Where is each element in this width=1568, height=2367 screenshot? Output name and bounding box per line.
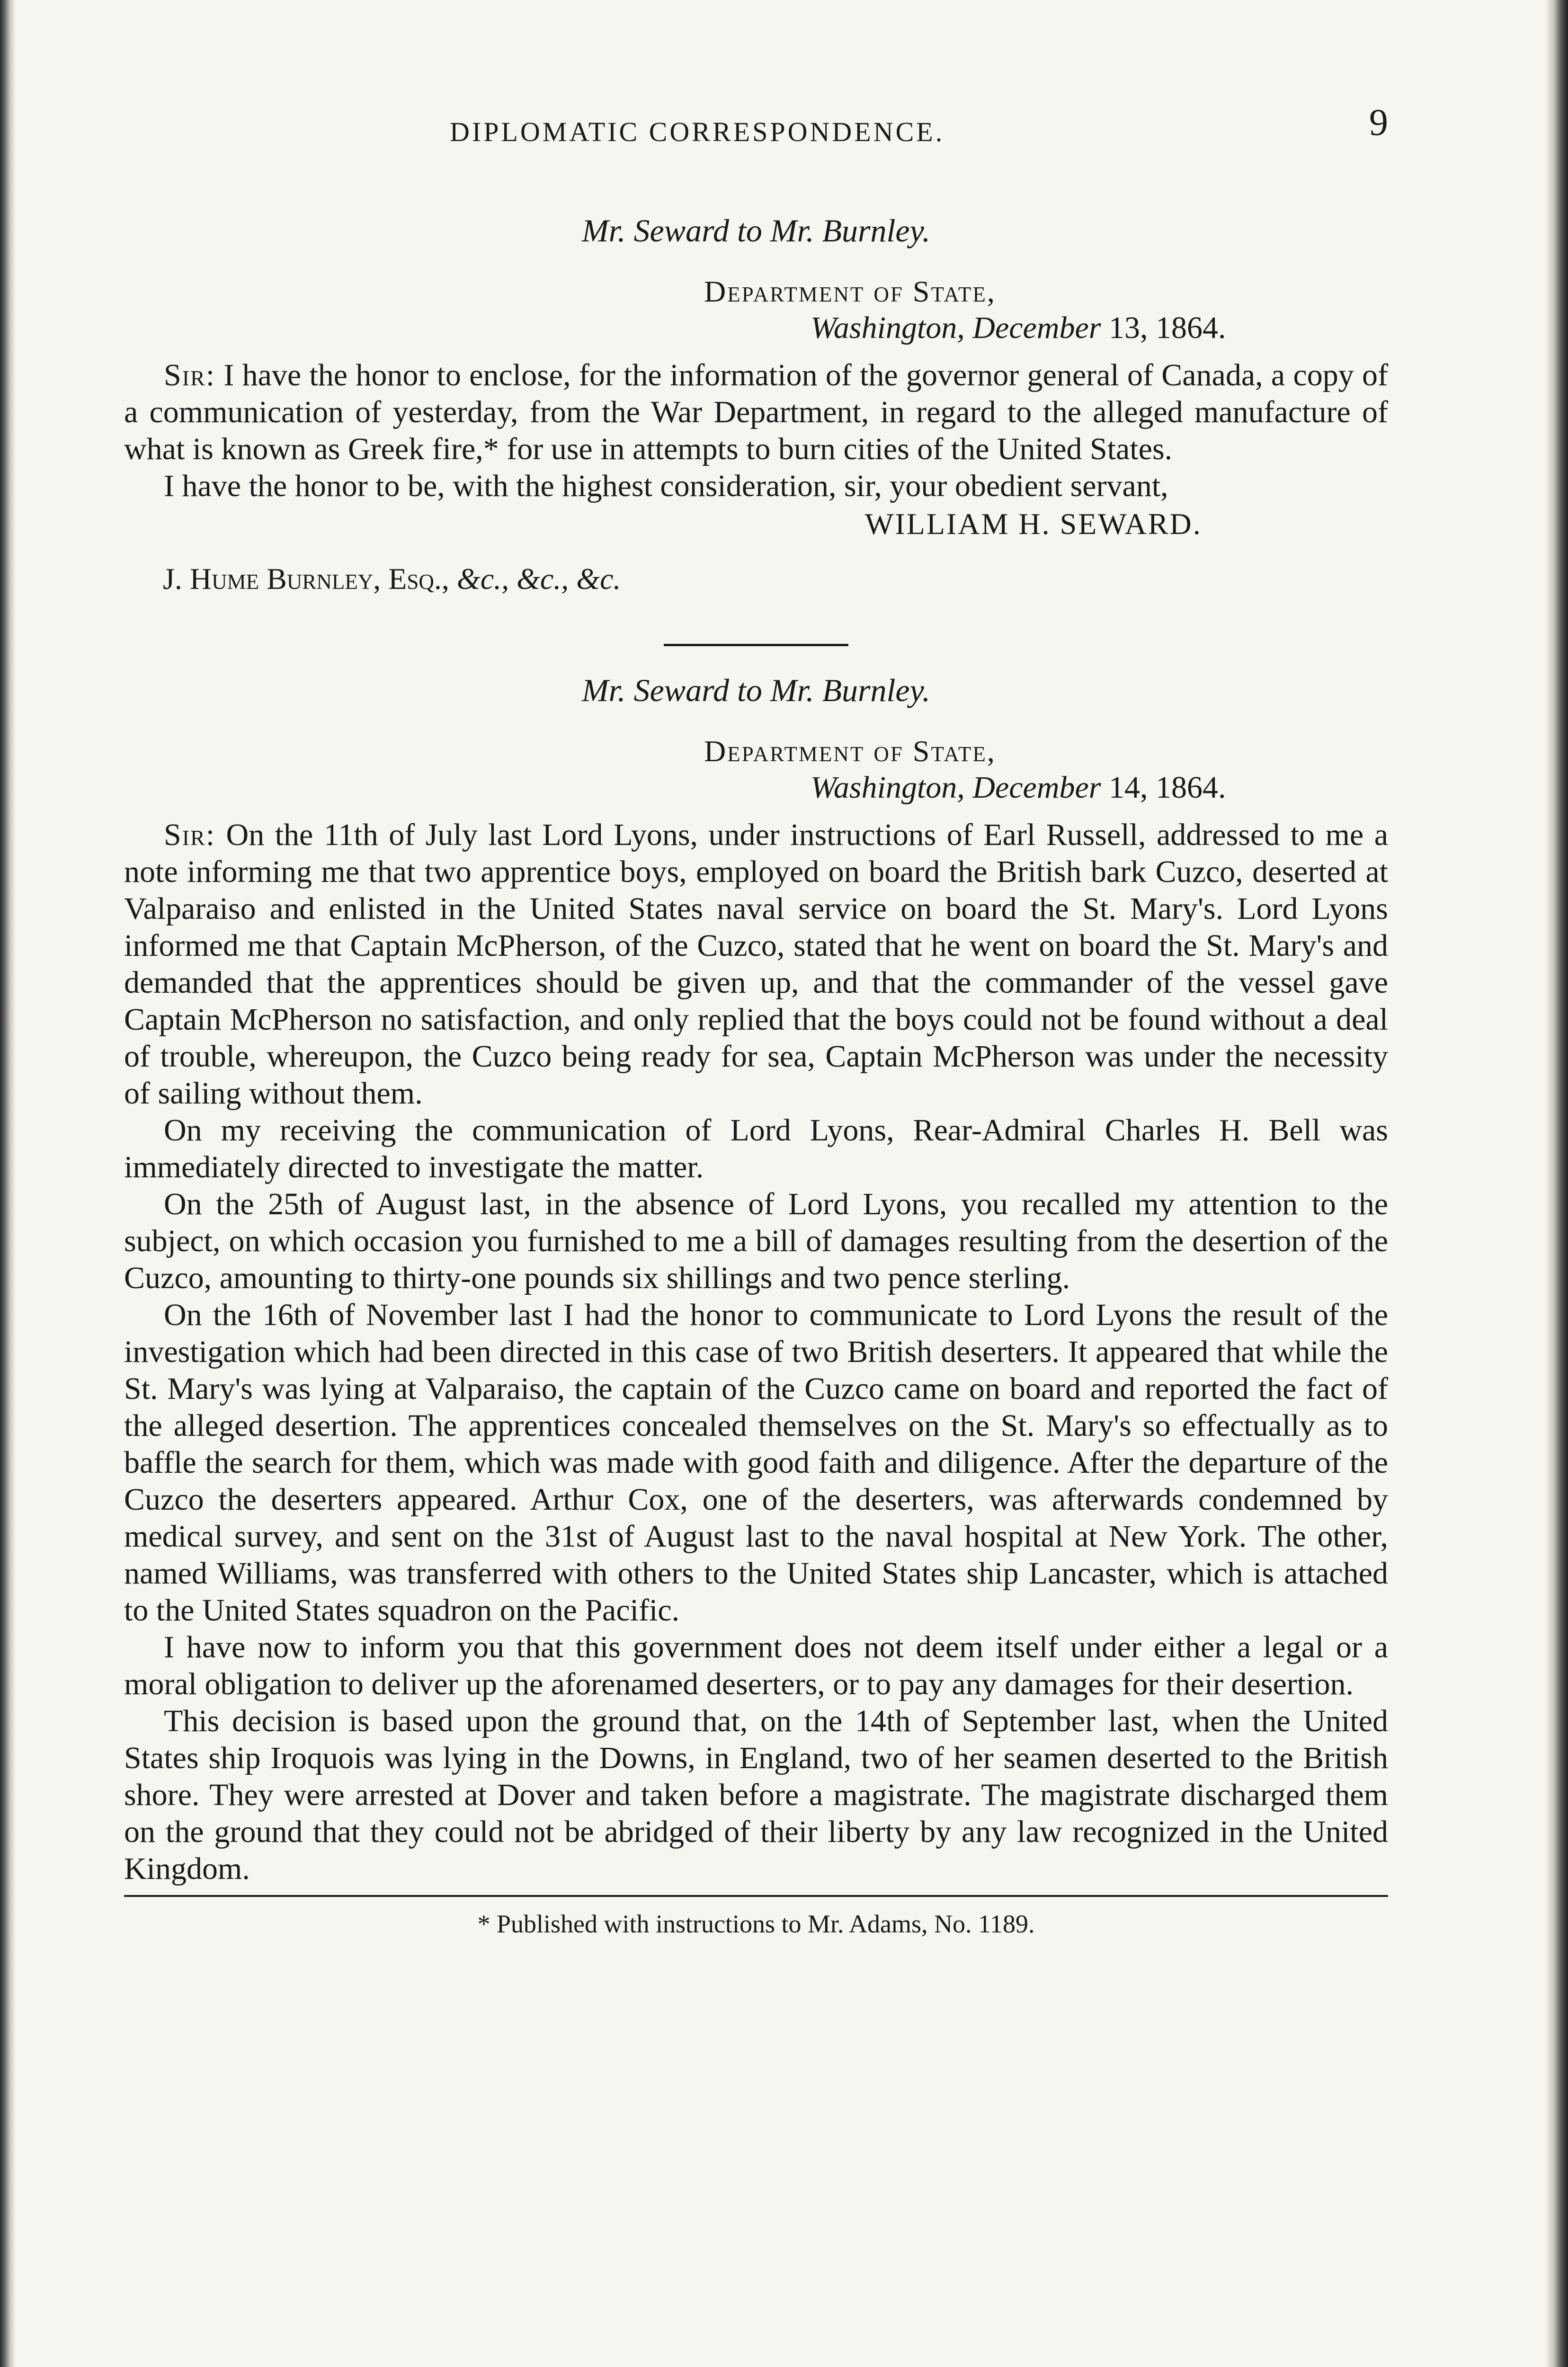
letter-1-addressee <box>163 561 1388 597</box>
letter-1 <box>124 212 1388 597</box>
letter-2-salutation: Sir: <box>164 818 216 852</box>
running-title: DIPLOMATIC CORRESPONDENCE. <box>450 116 945 147</box>
addressee-etc: &c., &c., &c. <box>456 562 621 596</box>
letter-2-paragraph: On the 25th of August last, in the absence of Lord Lyons, you recalled my attention to the subject, on which occasion you furnished to me a bill of damages resulting from the desertion of the Cuzco, amounting to thirty-one pounds six shillings and two pence sterling. <box>124 1187 1388 1295</box>
scan-edge-right <box>1545 0 1568 2367</box>
page-number: 9 <box>1369 102 1388 143</box>
letter-1-salutation: Sir: <box>164 358 216 392</box>
letter-2-paragraph: On my receiving the communication of Lord Lyons, Rear-Admiral Charles H. Bell was immediately directed to investigate the matter. <box>124 1113 1388 1184</box>
letter-2-place: Washington, <box>811 770 965 805</box>
letter-separator-rule <box>664 644 848 646</box>
letter-1-day-year: 13, 1864. <box>1108 311 1226 345</box>
letter-2-month: December <box>972 770 1101 805</box>
letter-2-paragraph: I have now to inform you that this government does not deem itself under either a legal or a moral obligation to deliver up the aforenamed deserters, or to pay any damages for their desertion. <box>124 1630 1388 1701</box>
letter-1-month: December <box>972 311 1101 345</box>
letter-1-closing: I have the honor to be, with the highest consideration, sir, your obedient servant, <box>164 469 1168 503</box>
letter-2 <box>124 672 1388 1887</box>
letter-1-signature: WILLIAM H. SEWARD. <box>865 507 1202 541</box>
addressee-name: J. Hume Burnley, Esq., <box>163 562 449 596</box>
letter-2-paragraph: On the 16th of November last I had the honor to communicate to Lord Lyons the result of the investigation which had been directed in this case of two British deserters. It appeared that while the St. Mary's was lying at Valparaiso, the captain of the Cuzco came on board and reported the fact of the alleged desertion. The apprentices concealed themselves on the St. Mary's so effectually as to baffle the search for them, which was made with good faith and diligence. After the departure of the Cuzco the deserters appeared. Arthur Cox, one of the deserters, was afterwards condemned by medical survey, and sent on the 31st of August last to the naval hospital at New York. The other, named Williams, was transferred with others to the United States ship Lancaster, which is attached to the United States squadron on the Pacific. <box>124 1298 1388 1628</box>
letter-2-date <box>811 769 1388 806</box>
letter-2-paragraph: This decision is based upon the ground that, on the 14th of September last, when the United States ship Iroquois was lying in the Downs, in England, two of her seamen deserted to the British shore. They were arrested at Dover and taken before a magistrate. The magistrate discharged them on the ground that they could not be abridged of their liberty by any law recognized in the United Kingdom. <box>124 1704 1388 1886</box>
letter-2-paragraph <box>124 817 1388 1112</box>
letter-2-department: Department of State, <box>704 734 996 768</box>
letter-1-place: Washington, <box>811 311 965 345</box>
running-head <box>124 95 1388 156</box>
document-page <box>124 95 1388 1942</box>
letter-1-date <box>811 310 1388 347</box>
footnote-rule <box>124 1895 1388 1897</box>
footnote: * Published with instructions to Mr. Adams, No. 1189. <box>477 1910 1035 1938</box>
letter-1-paragraph <box>124 357 1388 468</box>
letter-2-day-year: 14, 1864. <box>1108 770 1226 805</box>
letter-1-heading: Mr. Seward to Mr. Burnley. <box>581 213 930 249</box>
scan-edge-left <box>0 0 16 2367</box>
letter-1-department: Department of State, <box>704 275 996 308</box>
letter-1-paragraph-text: I have the honor to enclose, for the information of the governor general of Canada, a copy of a communication of yesterday, from the War Department, in regard to the alleged manufacture of what is known as Greek fire,* for use in attempts to burn cities of the United States. <box>124 358 1389 466</box>
letter-2-paragraph-text: On the 11th of July last Lord Lyons, under instructions of Earl Russell, addressed to me a note informing me that two apprentice boys, employed on board the British bark Cuzco, deserted at Valparaiso and enlisted in the United States naval service on board the St. Mary's. Lord Lyons informed me that Captain McPherson, of the Cuzco, stated that he went on board the St. Mary's and demanded that the apprentices should be given up, and that the commander of the vessel gave Captain McPherson no satisfaction, and only replied that the boys could not be found without a deal of trouble, whereupon, the Cuzco being ready for sea, Captain McPherson was under the necessity of sailing without them. <box>124 818 1388 1111</box>
letter-2-heading: Mr. Seward to Mr. Burnley. <box>581 672 930 708</box>
